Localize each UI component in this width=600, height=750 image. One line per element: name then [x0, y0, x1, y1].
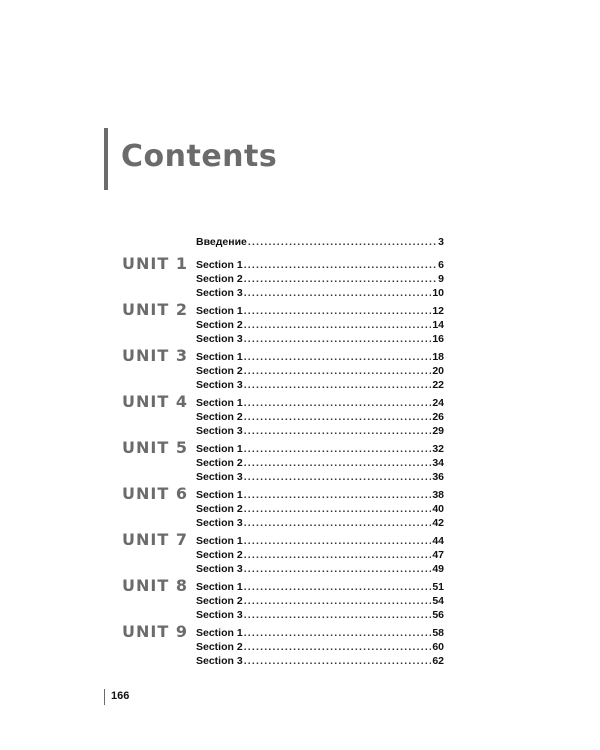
unit-label: UNIT 1 [122, 254, 188, 273]
toc-section-entry[interactable] [196, 396, 444, 410]
toc-entry-page: 34 [432, 457, 444, 469]
toc-entry-page: 16 [432, 333, 444, 345]
toc-entry-page: 20 [432, 365, 444, 377]
toc-entry-label: Section 3 [196, 517, 243, 529]
toc-section-entry[interactable] [196, 442, 444, 456]
toc-entry-page: 12 [432, 305, 444, 317]
unit-label: UNIT 6 [122, 484, 188, 503]
unit-sections [196, 488, 444, 530]
toc-section-entry[interactable] [196, 332, 444, 346]
page-title: Contents [121, 139, 278, 174]
toc-section-entry[interactable] [196, 410, 444, 424]
toc-section-entry[interactable] [196, 470, 444, 484]
toc-dot-leader [244, 364, 432, 378]
toc-entry-page: 3 [438, 236, 444, 248]
toc-dot-leader [244, 562, 432, 576]
toc-dot-leader [244, 608, 432, 622]
unit-label: UNIT 8 [122, 576, 188, 595]
toc-dot-leader [244, 304, 432, 318]
toc-entry-page: 26 [432, 411, 444, 423]
toc-section-entry[interactable] [196, 304, 444, 318]
toc-section-entry[interactable] [196, 548, 444, 562]
unit-sections [196, 534, 444, 576]
toc-entry-label: Section 2 [196, 641, 243, 653]
unit-label: UNIT 3 [122, 346, 188, 365]
toc-entry-page: 49 [432, 563, 444, 575]
toc-entry-label: Section 1 [196, 581, 243, 593]
toc-section-entry[interactable] [196, 272, 444, 286]
toc-entry-label: Section 3 [196, 425, 243, 437]
toc-dot-leader [244, 350, 432, 364]
unit-sections [196, 580, 444, 622]
toc-dot-leader [244, 318, 432, 332]
unit-label: UNIT 7 [122, 530, 188, 549]
unit-sections [196, 396, 444, 438]
unit-label: UNIT 4 [122, 392, 188, 411]
toc-dot-leader [244, 654, 432, 668]
toc-entry-label: Section 2 [196, 549, 243, 561]
toc-entry-label: Section 3 [196, 563, 243, 575]
toc-entry-label: Section 3 [196, 471, 243, 483]
toc-section-entry[interactable] [196, 258, 444, 272]
toc-entry-label: Section 2 [196, 411, 243, 423]
toc-dot-leader [244, 378, 432, 392]
toc-section-entry[interactable] [196, 488, 444, 502]
toc-entry-page: 58 [432, 627, 444, 639]
toc-dot-leader [244, 442, 432, 456]
toc-entry-page: 6 [438, 259, 444, 271]
toc-dot-leader [244, 534, 432, 548]
toc-dot-leader [244, 286, 432, 300]
toc-dot-leader [244, 258, 437, 272]
toc-section-entry[interactable] [196, 626, 444, 640]
toc-entry-label: Section 2 [196, 365, 243, 377]
toc-entry-label: Section 1 [196, 305, 243, 317]
toc-intro-entry[interactable] [196, 235, 444, 249]
toc-section-entry[interactable] [196, 364, 444, 378]
toc-entry-label: Section 2 [196, 273, 243, 285]
toc-entry-label: Введение [196, 236, 247, 248]
toc-entry-page: 54 [432, 595, 444, 607]
toc-section-entry[interactable] [196, 286, 444, 300]
toc-entry-page: 40 [432, 503, 444, 515]
toc-section-entry[interactable] [196, 350, 444, 364]
unit-sections [196, 258, 444, 300]
unit-sections [196, 304, 444, 346]
toc-section-entry[interactable] [196, 594, 444, 608]
toc-entry-page: 44 [432, 535, 444, 547]
toc-section-entry[interactable] [196, 654, 444, 668]
toc-entry-label: Section 3 [196, 333, 243, 345]
toc-dot-leader [244, 502, 432, 516]
toc-entry-page: 51 [432, 581, 444, 593]
toc-dot-leader [244, 470, 432, 484]
toc-entry-label: Section 1 [196, 351, 243, 363]
toc-section-entry[interactable] [196, 502, 444, 516]
toc-dot-leader [244, 594, 432, 608]
unit-label: UNIT 5 [122, 438, 188, 457]
toc-entry-page: 9 [438, 273, 444, 285]
toc-dot-leader [244, 580, 432, 594]
unit-sections [196, 626, 444, 668]
toc-entry-label: Section 3 [196, 379, 243, 391]
toc-dot-leader [244, 548, 432, 562]
toc-entry-page: 62 [432, 655, 444, 667]
toc-entry-page: 47 [432, 549, 444, 561]
toc-section-entry[interactable] [196, 534, 444, 548]
toc-section-entry[interactable] [196, 318, 444, 332]
toc-entry-page: 22 [432, 379, 444, 391]
toc-section-entry[interactable] [196, 562, 444, 576]
toc-entry-label: Section 1 [196, 627, 243, 639]
toc-entry-page: 42 [432, 517, 444, 529]
page-number: 166 [111, 690, 130, 702]
toc-entry-label: Section 1 [196, 535, 243, 547]
toc-entry-label: Section 3 [196, 287, 243, 299]
unit-sections [196, 442, 444, 484]
toc-dot-leader [244, 272, 437, 286]
unit-label: UNIT 9 [122, 622, 188, 641]
toc-entry-label: Section 3 [196, 655, 243, 667]
toc-entry-label: Section 2 [196, 319, 243, 331]
toc-entry-label: Section 3 [196, 609, 243, 621]
toc-section-entry[interactable] [196, 378, 444, 392]
toc-dot-leader [244, 516, 432, 530]
toc-entry-label: Section 2 [196, 595, 243, 607]
toc-entry-page: 56 [432, 609, 444, 621]
toc-section-entry[interactable] [196, 608, 444, 622]
toc-dot-leader [248, 235, 437, 249]
toc-dot-leader [244, 424, 432, 438]
title-bar [104, 128, 108, 190]
toc-entry-label: Section 1 [196, 443, 243, 455]
toc-entry-label: Section 1 [196, 259, 243, 271]
toc-dot-leader [244, 640, 432, 654]
toc-section-entry[interactable] [196, 516, 444, 530]
toc-entry-page: 60 [432, 641, 444, 653]
unit-sections [196, 350, 444, 392]
toc-dot-leader [244, 396, 432, 410]
toc-section-entry[interactable] [196, 456, 444, 470]
toc-section-entry[interactable] [196, 424, 444, 438]
toc-entry-page: 38 [432, 489, 444, 501]
toc-entry-label: Section 1 [196, 397, 243, 409]
toc-dot-leader [244, 626, 432, 640]
unit-label: UNIT 2 [122, 300, 188, 319]
toc-entry-page: 29 [432, 425, 444, 437]
toc-section-entry[interactable] [196, 640, 444, 654]
toc-entry-page: 18 [432, 351, 444, 363]
toc-entry-page: 10 [432, 287, 444, 299]
toc-entry-label: Section 1 [196, 489, 243, 501]
toc-entry-page: 36 [432, 471, 444, 483]
toc-entry-page: 14 [432, 319, 444, 331]
toc-entry-page: 24 [432, 397, 444, 409]
toc-entry-label: Section 2 [196, 503, 243, 515]
toc-dot-leader [244, 332, 432, 346]
toc-dot-leader [244, 410, 432, 424]
toc-section-entry[interactable] [196, 580, 444, 594]
page-number-bar [104, 689, 105, 705]
toc-entry-label: Section 2 [196, 457, 243, 469]
toc-dot-leader [244, 488, 432, 502]
toc-entry-page: 32 [432, 443, 444, 455]
toc-dot-leader [244, 456, 432, 470]
